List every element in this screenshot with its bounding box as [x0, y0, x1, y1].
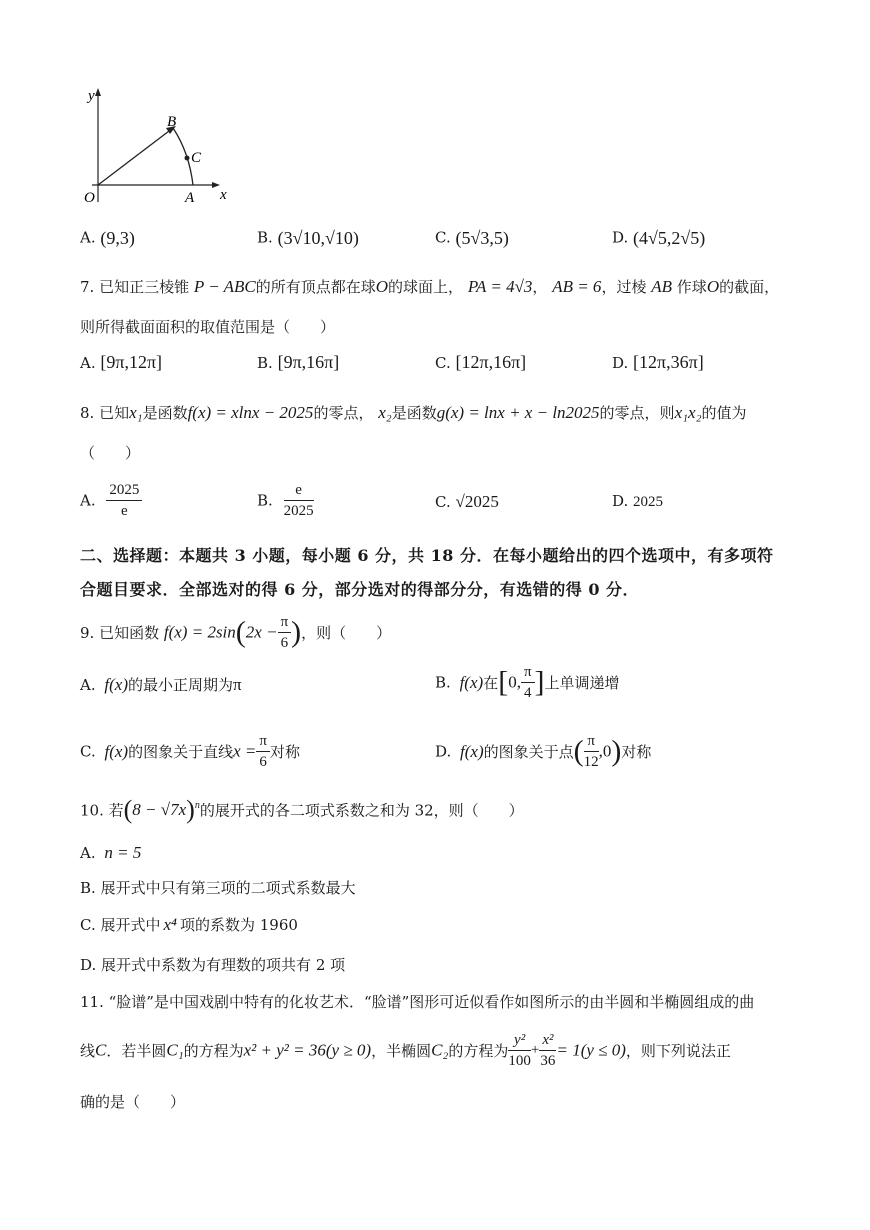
q6-option-c[interactable] — [435, 228, 509, 249]
q7-line1: 7. 已知正三棱锥 P − ABC的所有顶点都在球O的球面上， PA = 4√3， AB = 6，过棱 AB 作球O的截面， — [80, 277, 780, 296]
paren-left: ( — [235, 615, 246, 649]
q11-line1: 11. “脸谱”是中国戏剧中特有的化妆艺术．“脸谱”图形可近似看作如图所示的由半圆和半椭圆组成的曲 — [80, 993, 755, 1011]
option-letter: C. — [435, 493, 451, 511]
q8-f: f(x) = xlnx − 2025 — [187, 403, 314, 422]
q8-g: g(x) = lnx + x − ln2025 — [436, 403, 600, 422]
q7-text: ，过棱 — [601, 278, 647, 296]
option-letter: C. — [80, 742, 96, 761]
q10-text: 的展开式的各二项式系数之和为 32，则（ ） — [199, 801, 524, 820]
option-text: [12π,36π] — [633, 352, 704, 372]
option-f: f(x) — [459, 672, 484, 692]
q6-option-a[interactable] — [80, 228, 135, 249]
q9-text: ，则（ ） — [301, 624, 392, 642]
denominator: 2025 — [283, 503, 314, 519]
label-c: C — [191, 150, 202, 166]
label-b: B — [167, 114, 177, 130]
q8-option-b[interactable] — [257, 480, 314, 521]
option-f: f(x) — [460, 741, 484, 761]
fraction — [256, 731, 270, 772]
q7-text: 作球 — [676, 278, 707, 296]
section-2-line1: 二、选择题：本题共 3 小题，每小题 6 分，共 18 分．在每小题给出的四个选项中，有多项符 — [80, 546, 774, 565]
option-f: f(x) — [104, 741, 129, 761]
q6-option-b[interactable] — [257, 228, 359, 249]
arc-ab — [173, 128, 193, 185]
option-text: 在 — [483, 674, 499, 692]
q7-o: O — [375, 277, 389, 296]
option-text: [12π,16π] — [455, 352, 527, 372]
q8-text: 的零点， — [313, 404, 374, 422]
option-text: 展开式中只有第三项的二项式系数最大 — [100, 879, 356, 897]
q11-line2 — [80, 1030, 731, 1071]
q8-text: 是函数 — [142, 404, 188, 422]
section-2-line2: 合题目要求．全部选对的得 6 分，部分选对的得部分分，有选错的得 0 分． — [80, 580, 640, 599]
option-letter: D. — [612, 354, 629, 372]
label-o: O — [84, 190, 95, 206]
option-text: √2025 — [455, 492, 499, 511]
label-y: y — [88, 88, 95, 104]
denominator: 6 — [280, 635, 289, 651]
q11-text: ，半椭圆 — [371, 1042, 432, 1060]
q9-text: 9. 已知函数 — [80, 624, 160, 642]
q8-text: 的零点，则 — [599, 404, 675, 422]
q9-arg: 2x − — [245, 622, 278, 642]
option-text: n = 5 — [104, 843, 142, 862]
denominator: 6 — [259, 754, 267, 770]
option-text: 对称 — [269, 743, 300, 761]
q11-text: ．若半圆 — [106, 1042, 167, 1060]
option-text: 展开式中系数为有理数的项共有 2 项 — [101, 956, 346, 974]
q7-text: 7. 已知正三棱锥 — [80, 278, 190, 296]
option-letter: D. — [612, 228, 629, 247]
q11-eq1: x² + y² = 36(y ≥ 0) — [243, 1040, 372, 1060]
fraction — [106, 480, 142, 521]
q11-text: ，则下列说法正 — [625, 1042, 731, 1060]
q11-eq2: = 1(y ≤ 0) — [556, 1040, 626, 1060]
q7-text: 的所有顶点都在球 — [255, 278, 376, 296]
option-text: 的图象关于直线 — [128, 743, 234, 761]
option-letter: A. — [80, 491, 96, 510]
numerator: x² — [539, 1030, 556, 1051]
option-letter: D. — [435, 742, 452, 761]
paren-left: ( — [573, 734, 584, 768]
option-letter: B. — [257, 354, 273, 372]
fraction — [539, 1030, 556, 1071]
fraction — [521, 662, 535, 703]
point-c — [185, 156, 190, 161]
q9-option-a[interactable] — [80, 674, 242, 695]
option-letter: C. — [80, 916, 96, 934]
q7-option-c[interactable] — [435, 352, 526, 373]
q10-option-b[interactable] — [80, 877, 356, 898]
option-text: 上单调递增 — [544, 674, 620, 692]
geometry-figure — [70, 84, 240, 209]
paren-right: ) — [291, 615, 302, 649]
option-letter: D. — [80, 956, 97, 974]
q8-line1 — [80, 402, 747, 423]
option-text: (5√3,5) — [455, 228, 509, 248]
q7-text: 的截面， — [719, 278, 780, 296]
y-axis-arrow — [95, 88, 101, 96]
q11-text: 的方程为 — [183, 1042, 244, 1060]
q11-text: 线 — [80, 1042, 96, 1060]
q7-option-b[interactable] — [257, 352, 339, 373]
bracket-right: ] — [534, 665, 545, 699]
q7-option-d[interactable] — [612, 352, 704, 373]
q7-pa: PA = 4√3 — [467, 277, 533, 296]
q8-option-a[interactable] — [80, 480, 142, 521]
q7-o: O — [706, 277, 720, 296]
option-text: 项的系数为 1960 — [179, 916, 298, 934]
q10-option-c[interactable] — [80, 914, 298, 935]
option-text: 对称 — [621, 743, 652, 761]
q10-option-d[interactable] — [80, 954, 345, 975]
q9-option-b[interactable] — [435, 662, 620, 703]
option-text: (9,3) — [100, 228, 135, 248]
q10-option-a[interactable] — [80, 843, 141, 863]
fraction — [278, 612, 292, 653]
option-letter: A. — [80, 844, 96, 862]
q7-ab2: AB — [651, 277, 673, 296]
numerator: y² — [508, 1030, 531, 1051]
option-text: (4√5,2√5) — [633, 228, 706, 248]
q7-option-a[interactable] — [80, 352, 162, 373]
option-val: π — [233, 675, 242, 694]
numerator: π — [256, 731, 270, 752]
segment-ob — [98, 128, 173, 185]
x-axis-arrow — [212, 182, 220, 188]
q10-exponent: n — [194, 800, 200, 811]
option-letter: A. — [80, 354, 96, 372]
option-letter: B. — [80, 879, 96, 897]
denominator: 4 — [523, 685, 532, 701]
q7-ab: AB = 6 — [552, 277, 602, 296]
paren-right: ) — [186, 795, 195, 824]
option-text: 展开式中 — [100, 916, 161, 934]
label-a: A — [185, 190, 195, 206]
point-coord: ,0 — [598, 741, 612, 761]
option-text: [9π,12π] — [100, 352, 163, 372]
numerator: π — [584, 731, 599, 752]
option-text: 的图象关于点 — [483, 743, 574, 761]
paren-left: ( — [123, 795, 133, 824]
denominator: 100 — [508, 1053, 531, 1069]
label-x: x — [220, 187, 227, 203]
option-text: (3√10,√10) — [277, 228, 359, 248]
option-text: [9π,16π] — [277, 352, 340, 372]
q10-text: 10. 若 — [80, 801, 124, 820]
option-x4: x⁴ — [163, 915, 177, 934]
option-letter: C. — [435, 354, 451, 372]
q6-option-d[interactable] — [612, 228, 705, 249]
option-f: f(x) — [104, 675, 128, 694]
q8-x2: x₂ — [378, 403, 392, 422]
q10-expr: 8 − √7x — [132, 800, 187, 819]
option-text: 的最小正周期为 — [127, 676, 233, 694]
option-text: 2025 — [633, 494, 664, 510]
q8-x1x2: x₁x₂ — [674, 403, 702, 422]
interval-start: 0, — [508, 672, 521, 692]
numerator: e — [284, 480, 314, 501]
q10-stem — [80, 795, 524, 825]
option-letter: D. — [612, 492, 629, 510]
q8-text: 的值为 — [701, 404, 747, 422]
numerator: π — [278, 612, 292, 633]
q8-x1: x₁ — [129, 403, 143, 422]
q9-option-c[interactable] — [80, 731, 300, 772]
q7-line2: 则所得截面面积的取值范围是（ ） — [80, 318, 336, 336]
option-letter: C. — [435, 228, 451, 247]
option-xeq: x = — [233, 741, 257, 761]
paren-right: ) — [611, 734, 622, 768]
q11-c: C — [95, 1040, 107, 1060]
q8-text: 是函数 — [391, 404, 437, 422]
q9-stem — [80, 612, 391, 653]
q9-f: f(x) = 2sin — [163, 622, 236, 642]
denominator: 12 — [583, 754, 599, 770]
option-letter: B. — [435, 673, 451, 692]
q8-option-c[interactable] — [435, 492, 499, 512]
numerator: 2025 — [106, 480, 142, 501]
fraction — [284, 480, 314, 521]
option-letter: B. — [257, 491, 273, 510]
numerator: π — [521, 662, 535, 683]
denominator: 36 — [540, 1053, 556, 1069]
q7-pabc: P − ABC — [193, 277, 256, 296]
option-letter: A. — [80, 228, 96, 247]
q11-c1: C₁ — [166, 1040, 184, 1060]
bracket-left: [ — [498, 665, 509, 699]
q8-line2: （ ） — [80, 444, 141, 462]
option-letter: B. — [257, 228, 273, 247]
q11-text: 的方程为 — [448, 1042, 509, 1060]
denominator: e — [121, 503, 128, 519]
fraction — [508, 1030, 531, 1071]
q8-text: 8. 已知 — [80, 404, 130, 422]
option-letter: A. — [80, 676, 96, 694]
fraction — [584, 731, 599, 772]
q8-option-d[interactable] — [612, 492, 663, 511]
q9-option-d[interactable] — [435, 731, 651, 772]
q11-line3: 确的是（ ） — [80, 1093, 186, 1111]
q11-c2: C₂ — [431, 1040, 449, 1060]
plus-sign: + — [530, 1042, 540, 1058]
q7-text: 的球面上， — [388, 278, 464, 296]
